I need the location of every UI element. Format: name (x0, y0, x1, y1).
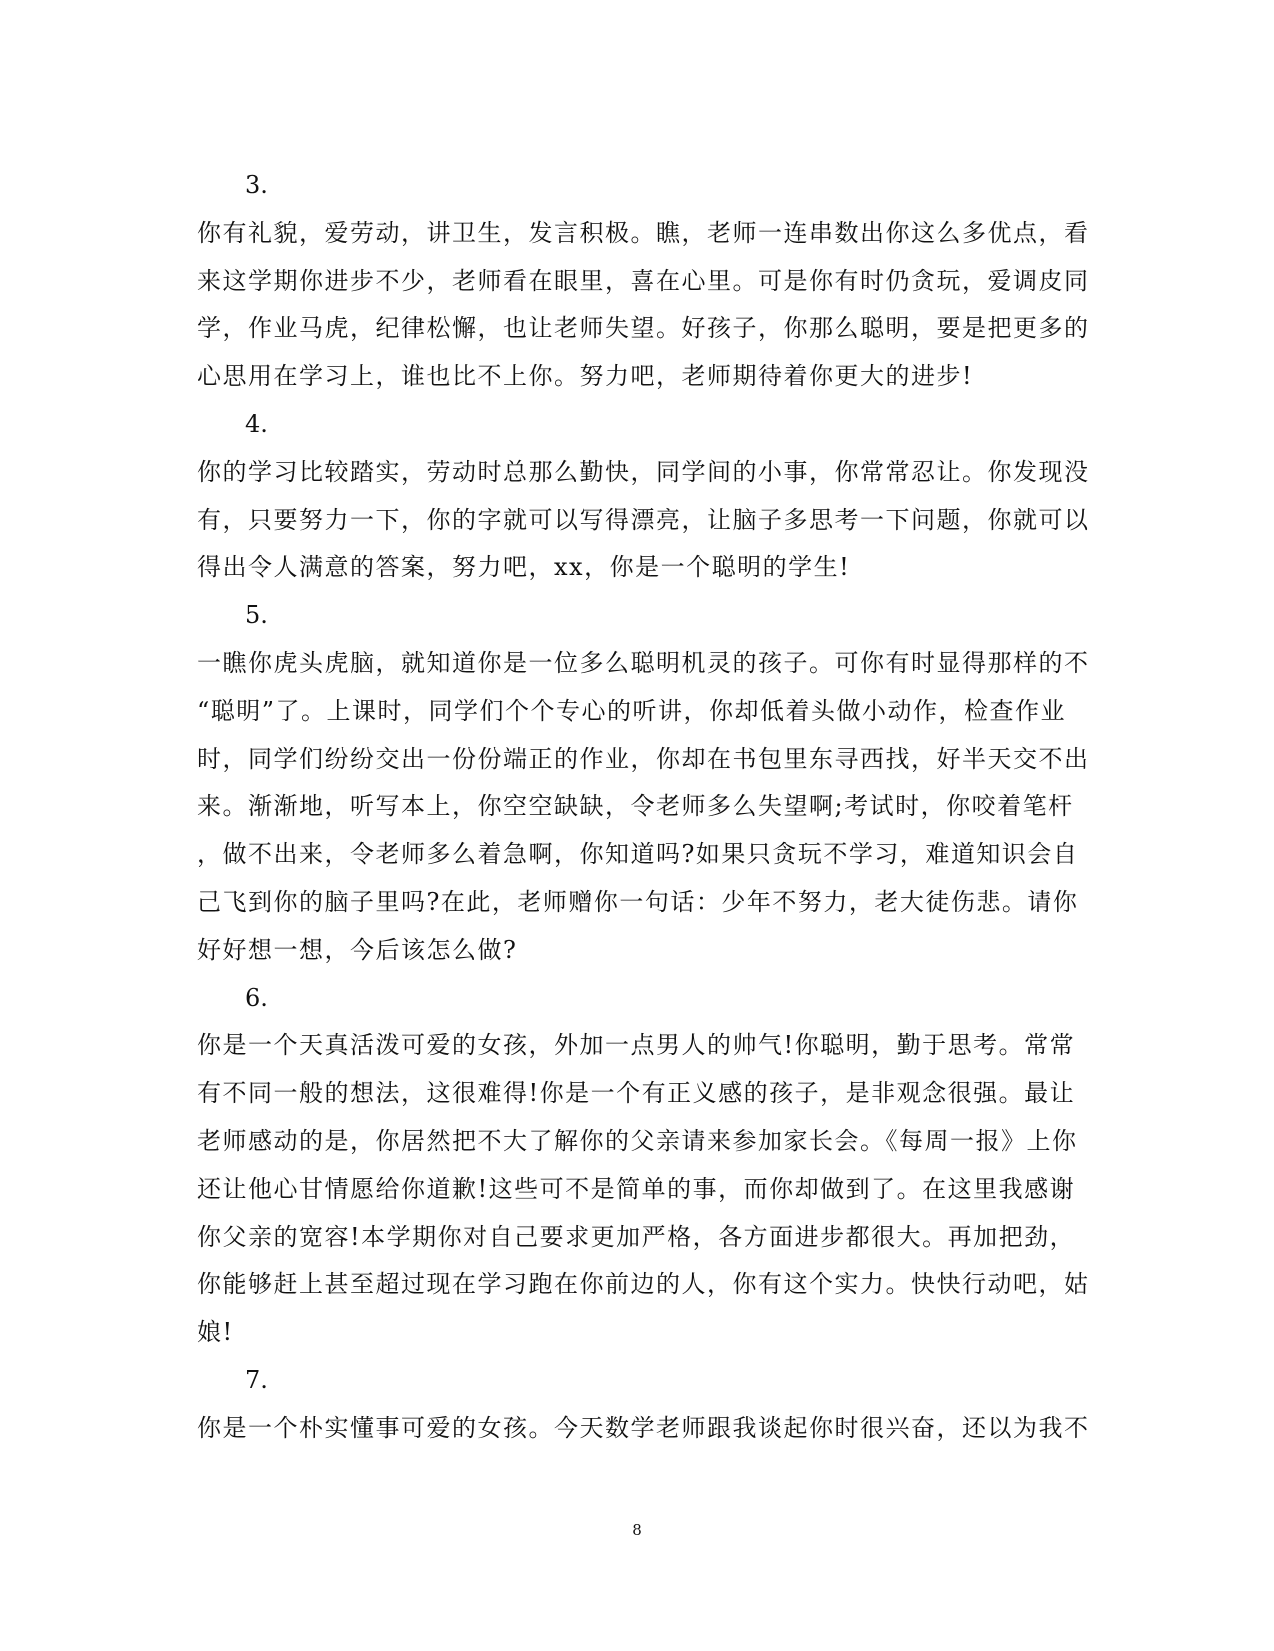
item-number: 6. (245, 983, 268, 1012)
text-line: 你有礼貌，爱劳动，讲卫生，发言积极。瞧，老师一连串数出你这么多优点，看 (197, 218, 1090, 247)
text-line: 你能够赶上甚至超过现在学习跑在你前边的人，你有这个实力。快快行动吧，姑 (197, 1270, 1090, 1299)
text-line: 己飞到你的脑子里吗?在此，老师赠你一句话：少年不努力，老大徒伤悲。请你 (197, 887, 1079, 916)
text-line: 你是一个天真活泼可爱的女孩，外加一点男人的帅气!你聪明，勤于思考。常常 (197, 1031, 1076, 1060)
item-number: 4. (245, 409, 268, 438)
item-number: 3. (245, 171, 268, 199)
text-line: 得出令人满意的答案，努力吧，xx，你是一个聪明的学生! (197, 553, 851, 582)
text-line: 你是一个朴实懂事可爱的女孩。今天数学老师跟我谈起你时很兴奋，还以为我不 (197, 1413, 1090, 1442)
text-line: 还让他心甘情愿给你道歉!这些可不是简单的事，而你却做到了。在这里我感谢 (197, 1174, 1076, 1203)
document-body (197, 162, 1090, 1453)
text-line: ，做不出来，令老师多么着急啊，你知道吗?如果只贪玩不学习，难道知识会自 (197, 840, 1079, 869)
text-line: 你的学习比较踏实，劳动时总那么勤快，同学间的小事，你常常忍让。你发现没 (197, 457, 1090, 486)
text-line: 娘! (197, 1318, 234, 1347)
text-line: 时，同学们纷纷交出一份份端正的作业，你却在书包里东寻西找，好半天交不出 (197, 744, 1090, 773)
page-number: 8 (632, 1521, 642, 1539)
text-line: 一瞧你虎头虎脑，就知道你是一位多么聪明机灵的孩子。可你有时显得那样的不 (197, 648, 1090, 677)
text-line: 来。渐渐地，听写本上，你空空缺缺，令老师多么失望啊;考试时，你咬着笔杆 (197, 792, 1074, 821)
item-number: 5. (245, 601, 268, 630)
text-line: 老师感动的是，你居然把不大了解你的父亲请来参加家长会。《每周一报》上你 (197, 1126, 1078, 1155)
text-line: 有，只要努力一下，你的字就可以写得漂亮，让脑子多思考一下问题，你就可以 (197, 505, 1090, 534)
text-line: 心思用在学习上，谁也比不上你。努力吧，老师期待着你更大的进步! (197, 362, 974, 391)
item-number: 7. (245, 1365, 268, 1394)
text-line: 学，作业马虎，纪律松懈，也让老师失望。好孩子，你那么聪明，要是把更多的 (197, 314, 1090, 343)
text-line: 你父亲的宽容!本学期你对自己要求更加严格，各方面进步都很大。再加把劲， (197, 1222, 1076, 1251)
text-line: “聪明”了。上课时，同学们个个专心的听讲，你却低着头做小动作，检查作业 (197, 696, 1067, 725)
text-line: 有不同一般的想法，这很难得!你是一个有正义感的孩子，是非观念很强。最让 (197, 1079, 1076, 1108)
text-line: 来这学期你进步不少，老师看在眼里，喜在心里。可是你有时仍贪玩，爱调皮同 (197, 266, 1090, 295)
text-line: 好好想一想，今后该怎么做? (197, 935, 518, 964)
